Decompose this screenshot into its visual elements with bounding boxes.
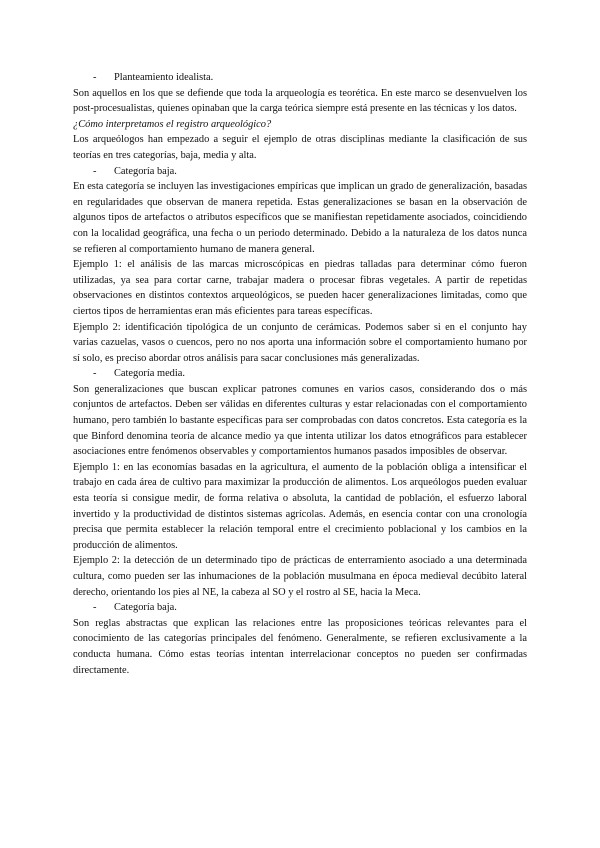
bullet-text: Categoría baja. [114, 165, 177, 177]
paragraph: Son generalizaciones que buscan explicar patrones comunes en varios casos, considerando dos o más conjuntos de artefactos. Deben ser válidas en diferentes culturas y estar relacionadas con el comportamiento humano, pero también lo bastante específicas para ser comprobadas con datos concretos. Esta categoría es la que Binford denomina teoría de alcance medio ya que intenta utilizar los datos etnográficos para establecer asociaciones entre fenómenos observables y comportamientos humanos pasados imposibles de observar. [73, 383, 527, 458]
paragraph: En esta categoría se incluyen las investigaciones empíricas que implican un grado de generalización, basadas en regularidades que observan de manera repetida. Estas generalizaciones se basan en la observación de algunos tipos de artefactos o atributos específicos que se manifiestan repetidamente asociados, coincidiendo con la localidad geográfica, una fecha o un periodo determinado. Debido a la naturaleza de los datos nunca se refieren al comportamiento humano de manera general. [73, 181, 527, 255]
paragraph: Los arqueólogos han empezado a seguir el ejemplo de otras disciplinas mediante la clasificación de sus teorías en tres categorías, baja, media y alta. [73, 134, 527, 161]
bullet-text: Categoría baja. [114, 602, 177, 614]
bullet-dash: - [93, 72, 97, 83]
paragraph: Ejemplo 2: la detección de un determinado tipo de prácticas de enterramiento asociado a una determinada cultura, como pueden ser las inhumaciones de la población musulmana en época medieval decúbito lateral derecho, orientando los pies al NE, la cabeza al SO y el rostro al SE, hacia la Meca. [73, 555, 527, 598]
bullet-dash: - [93, 368, 97, 380]
paragraph: Ejemplo 1: el análisis de las marcas microscópicas en piedras talladas para determinar cómo fueron utilizadas, ya sea para cortar carne, trabajar madera o procesar fibras vegetales. A partir de repetidas observaciones en distintos contextos arqueológicos, se pueden hacer generalizaciones limitadas, como que ciertos tipos de herramientas eran más eficientes para tareas específicas. [73, 259, 527, 317]
paragraph: Son aquellos en los que se defiende que toda la arqueología es teorética. En este marco se desenvuelven los post-procesualistas, quienes opinaban que la carga teórica siempre está presente en las técnicas y los datos. [73, 87, 527, 115]
bullet-dash: - [93, 165, 97, 177]
paragraph: Ejemplo 1: en las economías basadas en la agricultura, el aumento de la población obliga a intensificar el trabajo en cada área de cultivo para maximizar la producción de alimentos. Los arqueólogos pueden evaluar esta teoría si consigue medir, de forma relativa o absoluta, la cantidad de población, el esfuerzo laboral invertido y la productividad de distintos sistemas agrícolas. Además, en esencia contar con una cronología precisa que permita establecer la relación temporal entre el crecimiento poblacional y los cambios en la producción de alimentos. [73, 461, 527, 551]
bullet-item [73, 164, 527, 180]
bullet-item [73, 70, 527, 86]
bullet-text: Planteamiento idealista. [114, 72, 214, 83]
bullet-item [73, 600, 527, 616]
bullet-item [73, 366, 527, 382]
bullet-dash: - [93, 602, 97, 614]
section-question: ¿Cómo interpretamos el registro arqueológico? [73, 118, 272, 130]
bullet-text: Categoría media. [114, 368, 185, 380]
paragraph: Ejemplo 2: identificación tipológica de un conjunto de cerámicas. Podemos saber si en el conjunto hay varias cazuelas, vasos o cuencos, pero no nos aporta una información sobre el comportamiento humano por sí solo, es preciso abordar otros análisis para sacar conclusiones más generalizadas. [73, 321, 527, 364]
paragraph: Son reglas abstractas que explican las relaciones entre las proposiciones teóricas relevantes para el conocimiento de las categorías principales del fenómeno. Generalmente, se refieren exclusivamente a la conducta humana. Cómo estas teorías intentan interrelacionar conceptos no pueden ser confirmadas directamente. [73, 617, 527, 676]
